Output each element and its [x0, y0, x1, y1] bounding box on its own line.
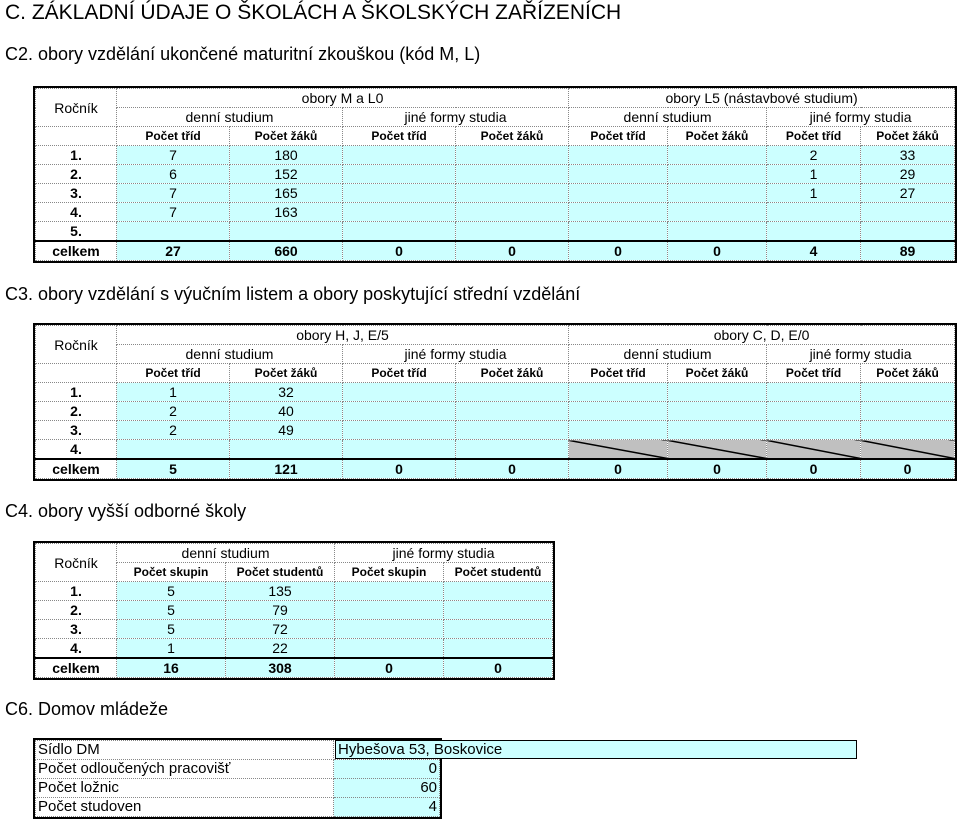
column-header: Počet tříd [117, 364, 230, 383]
table-row [36, 383, 955, 402]
column-header: Počet žáků [230, 364, 343, 383]
form-header: jiné formy studia [335, 544, 553, 563]
disabled-cell [569, 440, 668, 460]
form-header: jiné formy studia [343, 345, 569, 364]
row-label: 3. [36, 421, 117, 440]
total-cell: 0 [569, 459, 668, 479]
table-row [36, 601, 553, 620]
total-label: celkem [36, 658, 117, 678]
form-header: denní studium [569, 108, 767, 127]
row-label: 1. [36, 582, 117, 601]
sidlo-label: Sídlo DM [36, 741, 334, 760]
data-cell[interactable] [343, 421, 456, 440]
row-label: 3. [36, 620, 117, 639]
pracovist-label: Počet odloučených pracovišť [36, 760, 334, 779]
column-header: Počet tříd [117, 127, 230, 146]
data-cell[interactable] [335, 582, 444, 601]
column-header: Počet studentů [226, 563, 335, 582]
data-cell[interactable] [668, 203, 767, 222]
data-cell[interactable] [343, 402, 456, 421]
data-cell[interactable] [668, 184, 767, 203]
total-label: celkem [36, 459, 117, 479]
form-header: denní studium [117, 108, 343, 127]
total-cell: 89 [861, 241, 955, 261]
data-cell[interactable] [767, 203, 861, 222]
data-cell[interactable] [456, 203, 569, 222]
data-cell[interactable] [343, 184, 456, 203]
total-cell: 0 [456, 459, 569, 479]
data-cell[interactable]: 1 [117, 639, 226, 659]
data-cell[interactable] [335, 620, 444, 639]
disabled-cell [767, 440, 861, 460]
data-cell[interactable] [668, 146, 767, 165]
data-cell[interactable]: 29 [861, 165, 955, 184]
group-header: obory M a L0 [117, 89, 569, 108]
loznic-value[interactable]: 60 [334, 779, 440, 798]
disabled-cell [861, 440, 955, 460]
c2-table [35, 88, 955, 261]
data-cell[interactable]: 163 [230, 203, 343, 222]
data-cell[interactable] [444, 601, 553, 620]
data-cell[interactable]: 5 [117, 620, 226, 639]
data-cell[interactable] [343, 165, 456, 184]
data-cell[interactable] [668, 165, 767, 184]
total-cell: 5 [117, 459, 230, 479]
column-header: Počet žáků [668, 127, 767, 146]
data-cell[interactable] [117, 440, 230, 460]
data-cell[interactable]: 165 [230, 184, 343, 203]
total-cell: 0 [343, 459, 456, 479]
data-cell[interactable] [861, 383, 955, 402]
data-cell[interactable] [456, 146, 569, 165]
total-cell: 0 [343, 241, 456, 261]
main-heading: C. ZÁKLADNÍ ÚDAJE O ŠKOLÁCH A ŠKOLSKÝCH ZAŘÍZENÍCH [5, 1, 622, 24]
data-cell[interactable] [444, 582, 553, 601]
group-header: obory H, J, E/5 [117, 326, 569, 345]
data-cell[interactable] [569, 184, 668, 203]
table-row [36, 620, 553, 639]
row-label: 4. [36, 440, 117, 460]
sidlo-value[interactable]: Hybešova 53, Boskovice [335, 740, 857, 759]
column-header: Počet tříd [569, 364, 668, 383]
data-cell[interactable]: 7 [117, 203, 230, 222]
table-row [36, 184, 955, 203]
data-cell[interactable]: 2 [117, 402, 230, 421]
table-row [36, 639, 553, 659]
data-cell[interactable]: 5 [117, 582, 226, 601]
data-cell[interactable]: 2 [117, 421, 230, 440]
data-cell[interactable]: 27 [861, 184, 955, 203]
total-cell: 0 [861, 459, 955, 479]
data-cell[interactable]: 22 [226, 639, 335, 659]
total-cell: 4 [767, 241, 861, 261]
data-cell[interactable]: 79 [226, 601, 335, 620]
total-cell: 660 [230, 241, 343, 261]
c6-heading: C6. Domov mládeže [5, 699, 169, 719]
data-cell[interactable] [668, 402, 767, 421]
c3-heading: C3. obory vzdělání s výučním listem a obory poskytující střední vzdělání [5, 284, 581, 304]
table-row [36, 146, 955, 165]
data-cell[interactable] [569, 146, 668, 165]
column-header: Počet žáků [456, 127, 569, 146]
column-header: Počet žáků [861, 127, 955, 146]
data-cell[interactable] [444, 620, 553, 639]
data-cell[interactable]: 1 [767, 165, 861, 184]
data-cell[interactable] [456, 222, 569, 242]
c2-heading: C2. obory vzdělání ukončené maturitní zkouškou (kód M, L) [5, 44, 481, 64]
data-cell[interactable] [444, 639, 553, 659]
data-cell[interactable]: 32 [230, 383, 343, 402]
table-row [36, 421, 955, 440]
table-row [36, 582, 553, 601]
data-cell[interactable] [668, 222, 767, 242]
data-cell[interactable]: 40 [230, 402, 343, 421]
data-cell[interactable] [343, 383, 456, 402]
data-cell[interactable]: 135 [226, 582, 335, 601]
data-cell[interactable] [456, 402, 569, 421]
data-cell[interactable] [861, 203, 955, 222]
data-cell[interactable] [343, 203, 456, 222]
total-cell: 0 [668, 459, 767, 479]
column-header: Počet tříd [569, 127, 668, 146]
row-label: 5. [36, 222, 117, 242]
data-cell[interactable] [335, 639, 444, 659]
data-cell[interactable]: 1 [117, 383, 230, 402]
form-header: jiné formy studia [767, 108, 955, 127]
data-cell[interactable] [861, 222, 955, 242]
row-label: 4. [36, 639, 117, 659]
data-cell[interactable] [569, 383, 668, 402]
column-header: Počet žáků [230, 127, 343, 146]
column-header: Počet žáků [668, 364, 767, 383]
data-cell[interactable] [668, 421, 767, 440]
data-cell[interactable] [767, 222, 861, 242]
data-cell[interactable] [456, 383, 569, 402]
data-cell[interactable]: 6 [117, 165, 230, 184]
studoven-label: Počet studoven [36, 798, 334, 817]
data-cell[interactable] [343, 146, 456, 165]
form-header: denní studium [117, 544, 335, 563]
column-header: Počet tříd [343, 127, 456, 146]
form-header: jiné formy studia [343, 108, 569, 127]
c3-table [35, 325, 955, 479]
table-row [36, 165, 955, 184]
group-header: obory C, D, E/0 [569, 326, 955, 345]
pracovist-value[interactable]: 0 [334, 760, 440, 779]
data-cell[interactable] [335, 601, 444, 620]
total-label: celkem [36, 241, 117, 261]
table-row [36, 203, 955, 222]
form-header: denní studium [117, 345, 343, 364]
row-label: 2. [36, 165, 117, 184]
data-cell[interactable] [456, 184, 569, 203]
total-cell: 0 [569, 241, 668, 261]
total-cell: 0 [767, 459, 861, 479]
data-cell[interactable] [456, 440, 569, 460]
row-label: 1. [36, 146, 117, 165]
data-cell[interactable] [861, 421, 955, 440]
row-label: 4. [36, 203, 117, 222]
total-cell: 0 [668, 241, 767, 261]
rocnik-header: Ročník [36, 326, 117, 364]
row-label: 2. [36, 402, 117, 421]
data-cell[interactable] [343, 440, 456, 460]
data-cell[interactable]: 152 [230, 165, 343, 184]
data-cell[interactable]: 49 [230, 421, 343, 440]
studoven-value[interactable]: 4 [334, 798, 440, 817]
row-label: 1. [36, 383, 117, 402]
table-row [36, 222, 955, 242]
loznic-label: Počet ložnic [36, 779, 334, 798]
column-header: Počet skupin [117, 563, 226, 582]
data-cell[interactable] [343, 222, 456, 242]
data-cell[interactable] [767, 402, 861, 421]
data-cell[interactable] [767, 383, 861, 402]
data-cell[interactable]: 72 [226, 620, 335, 639]
total-cell: 308 [226, 658, 335, 678]
c4-table [35, 543, 553, 678]
data-cell[interactable] [230, 440, 343, 460]
data-cell[interactable] [456, 165, 569, 184]
rocnik-header: Ročník [36, 89, 117, 127]
data-cell[interactable]: 5 [117, 601, 226, 620]
row-label: 3. [36, 184, 117, 203]
data-cell[interactable] [230, 222, 343, 242]
data-cell[interactable]: 2 [767, 146, 861, 165]
data-cell[interactable]: 1 [767, 184, 861, 203]
table-row [36, 402, 955, 421]
total-cell: 27 [117, 241, 230, 261]
total-cell: 121 [230, 459, 343, 479]
total-cell: 16 [117, 658, 226, 678]
rocnik-header: Ročník [36, 544, 117, 582]
c4-heading: C4. obory vyšší odborné školy [5, 501, 247, 521]
data-cell[interactable]: 7 [117, 184, 230, 203]
column-header: Počet tříd [767, 127, 861, 146]
column-header: Počet žáků [861, 364, 955, 383]
data-cell[interactable] [569, 421, 668, 440]
column-header: Počet tříd [767, 364, 861, 383]
data-cell[interactable]: 7 [117, 146, 230, 165]
data-cell[interactable]: 180 [230, 146, 343, 165]
disabled-cell [668, 440, 767, 460]
group-header: obory L5 (nástavbové studium) [569, 89, 955, 108]
data-cell[interactable] [569, 165, 668, 184]
row-label: 2. [36, 601, 117, 620]
table-row [36, 440, 955, 460]
data-cell[interactable] [569, 402, 668, 421]
data-cell[interactable] [861, 402, 955, 421]
data-cell[interactable] [569, 203, 668, 222]
data-cell[interactable] [117, 222, 230, 242]
data-cell[interactable] [569, 222, 668, 242]
column-header: Počet studentů [444, 563, 553, 582]
data-cell[interactable] [668, 383, 767, 402]
data-cell[interactable] [456, 421, 569, 440]
column-header: Počet žáků [456, 364, 569, 383]
column-header: Počet skupin [335, 563, 444, 582]
total-cell: 0 [444, 658, 553, 678]
total-cell: 0 [456, 241, 569, 261]
total-cell: 0 [335, 658, 444, 678]
data-cell[interactable]: 33 [861, 146, 955, 165]
form-header: denní studium [569, 345, 767, 364]
data-cell[interactable] [767, 421, 861, 440]
form-header: jiné formy studia [767, 345, 955, 364]
column-header: Počet tříd [343, 364, 456, 383]
